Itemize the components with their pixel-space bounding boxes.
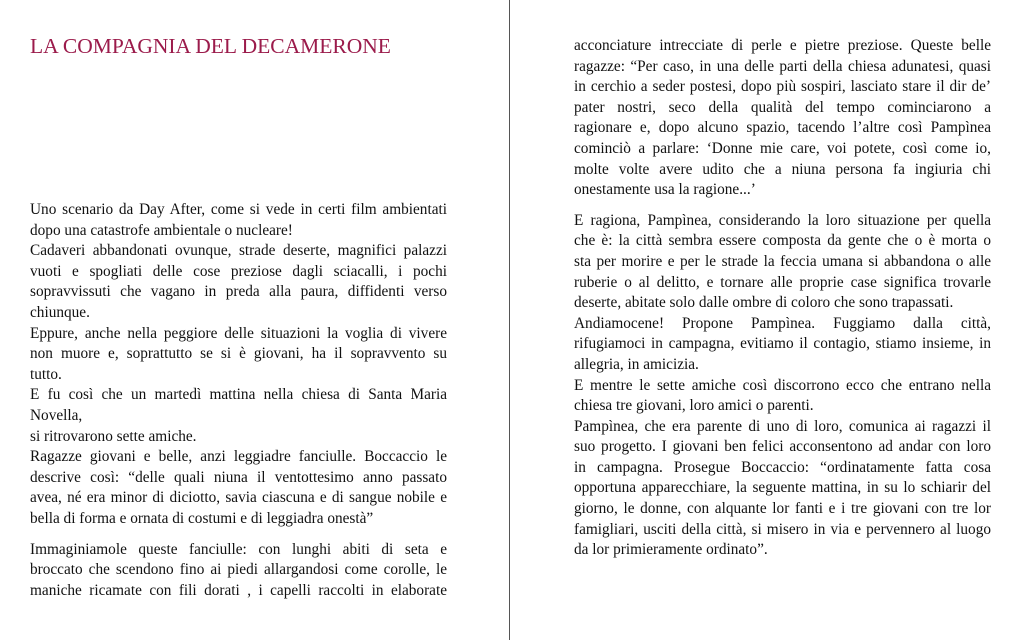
text-line: cominciò a parlare: ‘Donne mie care, voi potete, così come io,	[574, 139, 991, 157]
text-line: Novella,	[30, 406, 83, 424]
text-line: in cerchio a seder postesi, dopo più sospiri, lasciato stare il dir de’	[574, 78, 991, 96]
text-line: sta per morire e per le strade la feccia umana si abbandona o alle	[574, 252, 991, 270]
text-line: vuoti e spogliati delle cose preziose dagli sciacalli, i pochi	[30, 262, 447, 280]
text-line: che è: la città sembra essere composta da gente che o è morta o	[574, 232, 991, 250]
text-line: giorno, le donne, con alquante lor fanti e i tre giovani con tre lor	[574, 500, 991, 518]
paragraph	[30, 447, 447, 529]
text-line: Cadaveri abbandonati ovunque, strade deserte, magnifici palazzi	[30, 242, 447, 260]
text-line: ragazze: “Per caso, in una delle parti della chiesa adunatesi, quasi	[574, 57, 991, 75]
text-line: opportuna apparecchiare, la seguente mattina, in su lo schiarir del	[574, 479, 991, 497]
text-line: famigliari, usciti della città, si misero in via e pervennero al luogo	[574, 520, 991, 538]
text-line: ragionare e, dopo alcuno spazio, tacendo l’altre così Pampìnea	[574, 119, 991, 137]
paragraph	[30, 200, 447, 241]
right-page	[574, 0, 991, 640]
paragraph-spacer	[574, 201, 991, 211]
paragraph	[574, 376, 991, 417]
text-line: tutto.	[30, 365, 62, 383]
text-line: Pampìnea, che era parente di uno di loro, comunica ai ragazzi il	[574, 417, 991, 435]
text-line: E ragiona, Pampìnea, considerando la loro situazione per quella	[574, 211, 991, 229]
text-line: acconciature intrecciate di perle e pietre preziose. Queste belle	[574, 37, 991, 54]
text-line: chiesa tre giovani, loro amici o parenti.	[574, 397, 814, 415]
paragraph	[30, 427, 447, 448]
text-line: rifugiamoci in campagna, evitiamo il contagio, stiamo insieme, in	[574, 335, 991, 353]
paragraph	[574, 211, 991, 314]
text-line: maniche ricamate con fili dorati , i capelli raccolti in elaborate	[30, 581, 447, 599]
text-line: non muore e, soprattutto se si è giovani, ha il sopravvento su	[30, 345, 447, 363]
left-page-body	[30, 200, 447, 601]
paragraph	[30, 385, 447, 426]
text-line: si ritrovarono sette amiche.	[30, 427, 197, 445]
text-line: chiunque.	[30, 303, 90, 321]
text-line: da lor primieramente ordinato”.	[574, 541, 768, 559]
paragraph	[30, 540, 447, 602]
text-line: E fu così che un martedì mattina nella chiesa di Santa Maria	[30, 386, 447, 404]
text-line: molte volte avere udito che a niuna persona fa ingiuria chi	[574, 160, 991, 178]
chapter-title: LA COMPAGNIA DEL DECAMERONE	[30, 34, 391, 58]
text-line: dopo una catastrofe ambientale o nucleare!	[30, 221, 293, 239]
text-line: allegria, in amicizia.	[574, 355, 699, 373]
text-line: Eppure, anche nella peggiore delle situazioni la voglia di vivere	[30, 324, 447, 342]
text-line: in campagna. Prosegue Boccaccio: “ordinatamente fatta cosa	[574, 458, 991, 476]
text-line: E mentre le sette amiche così discorrono ecco che entrano nella	[574, 376, 991, 394]
paragraph	[30, 241, 447, 323]
text-line: Uno scenario da Day After, come si vede in certi film ambientati	[30, 201, 447, 218]
paragraph	[30, 324, 447, 386]
paragraph	[574, 314, 991, 376]
text-line: Andiamocene! Propone Pampìnea. Fuggiamo dalla città,	[574, 314, 991, 332]
text-line: avea, né era minor di diciotto, savia ciascuna e di sangue nobile e	[30, 489, 447, 507]
text-line: sopravvissuti che vagano in preda alla paura, diffidenti verso	[30, 283, 447, 301]
text-line: pater nostri, seco della qualità del tempo cominciarono a	[574, 98, 991, 116]
text-line: Immaginiamole queste fanciulle: con lunghi abiti di seta e	[30, 540, 447, 558]
text-line: deserte, abitate solo dalle ombre di coloro che sono trapassati.	[574, 294, 954, 312]
text-line: ruberie o al delitto, e tornare alle proprie case significa trovarle	[574, 273, 991, 291]
left-page	[30, 0, 447, 640]
right-page-body	[574, 36, 991, 561]
text-line: bella di forma e ornata di costumi e di leggiadra onestà”	[30, 509, 374, 527]
paragraph	[574, 36, 991, 201]
text-line: broccato che scendono fino ai piedi allargandosi come corolle, le	[30, 561, 447, 579]
text-line: suo progetto. I giovani ben felici acconsentono ad andar con loro	[574, 438, 991, 456]
text-line: onestamente usa la ragione...’	[574, 181, 756, 199]
text-line: descrive così: “delle quali niuna il ventottesimo anno passato	[30, 468, 447, 486]
text-line: Ragazze giovani e belle, anzi leggiadre fanciulle. Boccaccio le	[30, 448, 447, 466]
paragraph	[574, 417, 991, 561]
page-divider	[509, 0, 510, 640]
paragraph-spacer	[30, 530, 447, 540]
